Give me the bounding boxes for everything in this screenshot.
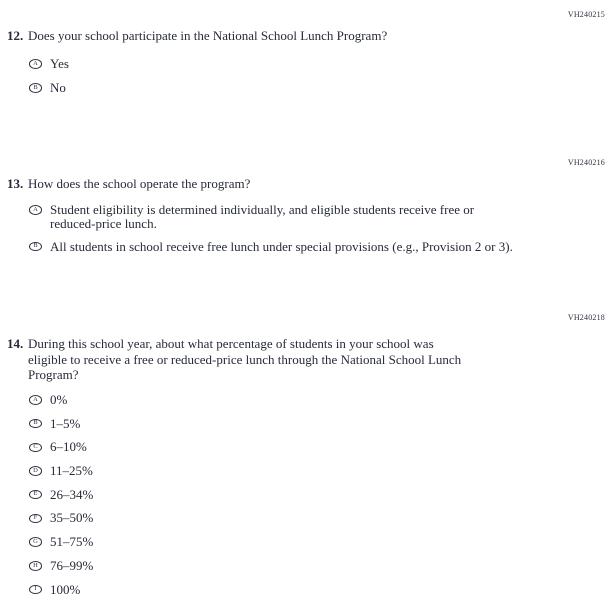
answer-option-35-50pct[interactable] — [29, 511, 601, 525]
bubble-letter: A — [33, 205, 38, 213]
question-13-options — [29, 203, 601, 263]
answer-option-1-5pct[interactable] — [29, 417, 601, 431]
answer-label: 100% — [50, 581, 81, 597]
question-14-options — [29, 393, 601, 606]
bubble-letter: A — [33, 59, 38, 67]
answer-label: 0% — [50, 392, 68, 407]
bubble-letter: D — [33, 466, 38, 474]
bubble-letter: H — [33, 561, 38, 569]
bubble-letter: C — [33, 443, 38, 451]
answer-bubble-b[interactable] — [29, 242, 42, 252]
answer-label: 1–5% — [50, 415, 81, 431]
bubble-letter: B — [33, 419, 38, 427]
bubble-letter: G — [33, 538, 38, 546]
answer-option-no[interactable] — [29, 81, 601, 95]
answer-label: 51–75% — [50, 534, 94, 550]
answer-option-0pct[interactable] — [29, 393, 601, 407]
bubble-letter: B — [33, 242, 38, 250]
question-14-code: VH240218 — [567, 313, 605, 322]
bubble-letter: B — [33, 83, 38, 91]
answer-option-all-students-free-lunch[interactable] — [29, 240, 601, 254]
answer-bubble-g[interactable] — [29, 537, 42, 547]
answer-label: Student eligibility is determined individually, and eligible students receive free or reduced-price lunch. — [50, 202, 475, 231]
answer-label: 6–10% — [50, 439, 87, 455]
answer-label: All students in school receive free lunch under special provisions (e.g., Provision 2 or 3). — [50, 238, 513, 254]
question-14-line: During this school year, about what percentage of students in your school was — [28, 336, 434, 351]
answer-option-100pct[interactable] — [29, 583, 601, 597]
question-14-line: eligible to receive a free or reduced-price lunch through the National School Lunch — [28, 351, 462, 367]
answer-label: 26–34% — [50, 486, 94, 502]
question-14-line: Program? — [28, 367, 79, 382]
answer-bubble-e[interactable] — [29, 490, 42, 500]
bubble-letter: E — [33, 490, 38, 498]
question-13-text — [28, 176, 250, 192]
question-13-number: 13. — [7, 176, 24, 191]
answer-bubble-b[interactable] — [29, 83, 42, 93]
answer-label: No — [50, 80, 66, 95]
answer-option-individual-eligibility[interactable] — [29, 203, 601, 230]
answer-bubble-d[interactable] — [29, 466, 42, 476]
answer-bubble-h[interactable] — [29, 561, 42, 571]
answer-label: 35–50% — [50, 510, 94, 526]
answer-option-6-10pct[interactable] — [29, 440, 601, 454]
question-12-text — [28, 28, 387, 44]
answer-label: Yes — [50, 56, 69, 71]
answer-bubble-c[interactable] — [29, 443, 42, 453]
bubble-letter: I — [34, 585, 37, 593]
question-12-options — [29, 57, 601, 105]
bubble-letter: A — [33, 395, 38, 403]
answer-bubble-b[interactable] — [29, 419, 42, 429]
answer-label: 76–99% — [50, 557, 94, 573]
question-12-number: 12. — [7, 28, 24, 43]
answer-bubble-f[interactable] — [29, 514, 42, 524]
bubble-letter: F — [33, 514, 38, 522]
question-13-line: How does the school operate the program? — [28, 176, 251, 191]
answer-label: 11–25% — [50, 463, 93, 479]
answer-bubble-a[interactable] — [29, 395, 42, 405]
answer-option-11-25pct[interactable] — [29, 464, 601, 478]
answer-option-76-99pct[interactable] — [29, 559, 601, 573]
answer-option-26-34pct[interactable] — [29, 488, 601, 502]
question-14 — [0, 336, 601, 383]
question-12-code: VH240215 — [567, 10, 605, 19]
question-14-text — [28, 336, 461, 383]
question-13 — [0, 176, 601, 192]
question-14-number: 14. — [7, 336, 24, 351]
answer-bubble-a[interactable] — [29, 205, 42, 215]
question-12 — [0, 28, 601, 44]
question-12-line: Does your school participate in the National School Lunch Program? — [28, 28, 388, 43]
answer-bubble-i[interactable] — [29, 585, 42, 595]
answer-option-51-75pct[interactable] — [29, 535, 601, 549]
answer-option-yes[interactable] — [29, 57, 601, 71]
question-13-code: VH240216 — [567, 158, 605, 167]
answer-bubble-a[interactable] — [29, 59, 42, 69]
